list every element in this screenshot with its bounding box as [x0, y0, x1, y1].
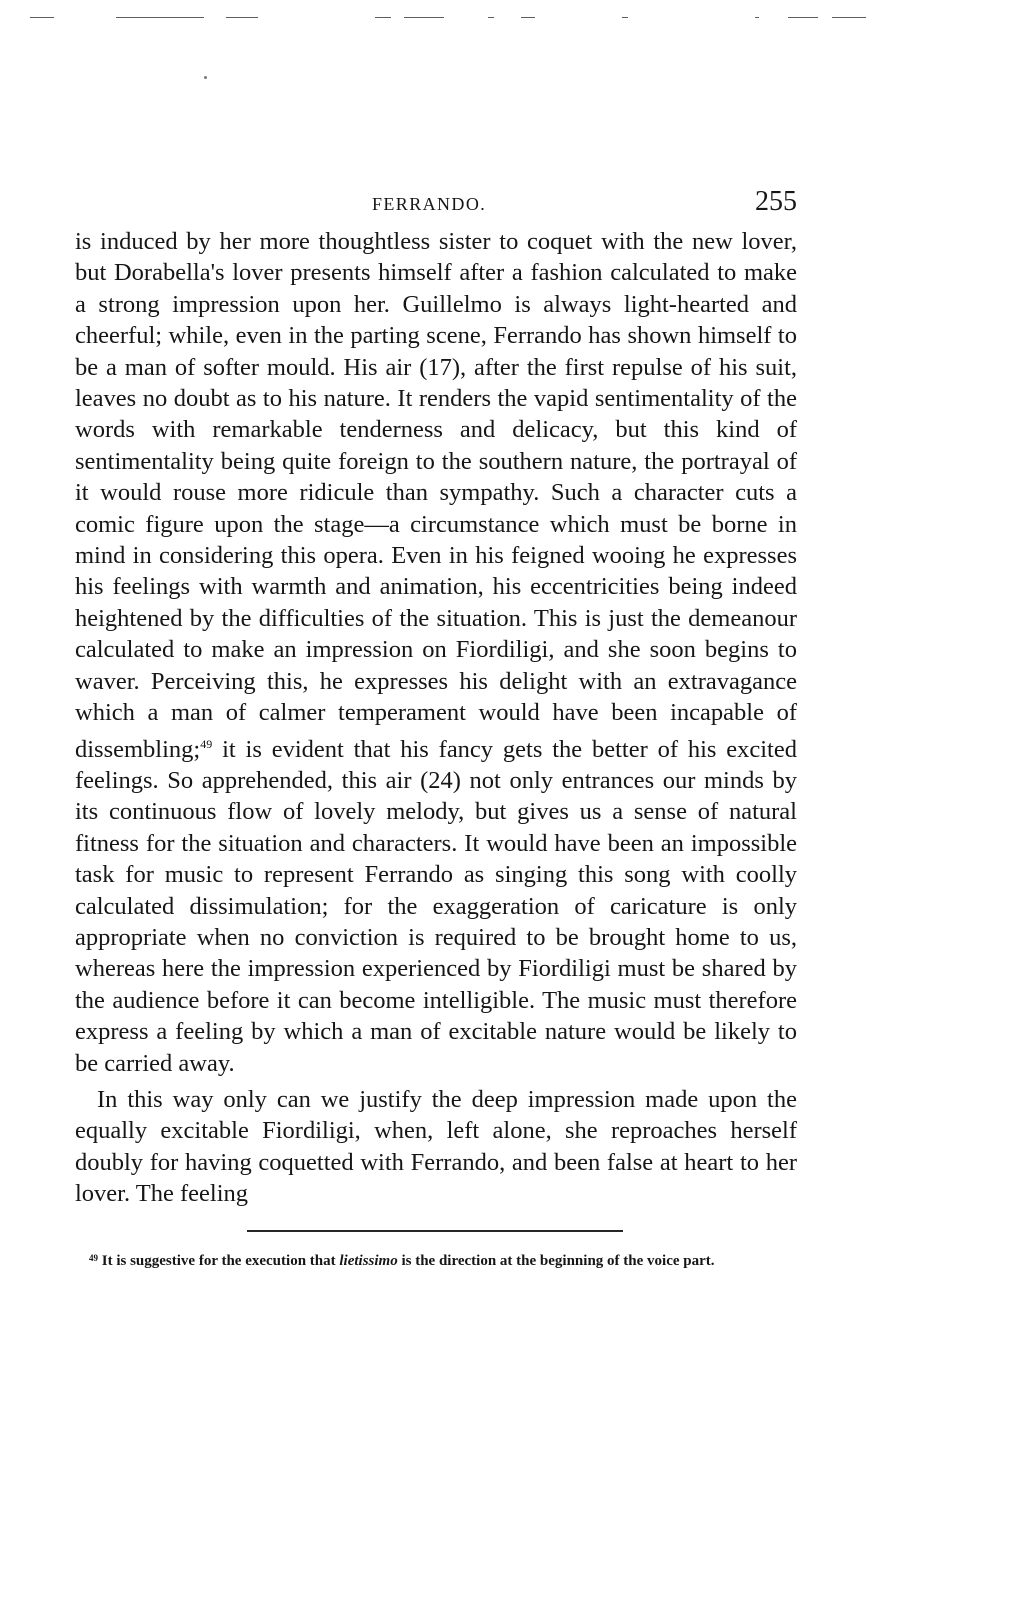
- body-text: [75, 226, 797, 1210]
- running-title: FERRANDO.: [372, 194, 487, 214]
- scan-speck: [204, 76, 207, 79]
- footnote-49: [75, 1248, 797, 1271]
- footnote-italic-term: lietissimo: [339, 1252, 398, 1269]
- paragraph-1-text-start: is induced by her more thoughtless sister to coquet with the new lover, but Dorabella's lover presents himself after a fashion calculated to make a strong impression upon her. Guillelmo is always light-hearted and cheerful; while, even in the parting scene, Ferrando has shown himself to be a man of softer mould. His air (17), after the first repulse of his suit, leaves no doubt as to his nature. It renders the vapid sentimentality of the words with remarkable tenderness and delicacy, but this kind of sentimentality being quite foreign to the southern nature, the portrayal of it would rouse more ridicule than sympathy. Such a character cuts a comic figure upon the stage—a circumstance which must be borne in mind in considering this opera. Even in his feigned wooing he expresses his feelings with warmth and animation, his eccentricities being indeed heightened by the difficulties of the situation. This is just the demeanour calculated to make an impression on Fiordiligi, and she soon begins to waver. Perceiving this, he expresses his delight with an extravagance which a man of calmer temperament would have been incapable of dissembling;: [75, 228, 797, 763]
- running-header: [75, 186, 797, 226]
- footnote-reference-49[interactable]: 49: [200, 736, 213, 751]
- paragraph-2: In this way only can we justify the deep impression made upon the equally excitable Fiordiligi, when, left alone, she reproaches herself doubly for having coquetted with Ferrando, and been false at heart to her lover. The feeling: [75, 1085, 797, 1208]
- paragraph-1-text-end: it is evident that his fancy gets the better of his excited feelings. So apprehended, this air (24) not only entrances our minds by its continuous flow of lovely melody, but gives us a sense of natural fitness for the situation and characters. It would have been an impossible task for music to represent Ferrando as singing this song with coolly calculated dissimulation; for the exaggeration of caricature is only appropriate when no conviction is required to be brought home to us, whereas here the impression experienced by Fiordiligi must be shared by the audience before it can become intelligible. The music must therefore express a feeling by which a man of excitable nature would be likely to be carried away.: [75, 735, 797, 1077]
- footnote-number: 49: [89, 1252, 98, 1263]
- page-number: 255: [755, 186, 797, 217]
- footnote-text-start: It is suggestive for the execution that: [98, 1252, 340, 1269]
- scan-edge-marks: [30, 14, 870, 22]
- book-page: [75, 186, 797, 1286]
- footnote-text-end: is the direction at the beginning of the voice part.: [397, 1252, 715, 1269]
- paragraph-1: [75, 226, 797, 1079]
- footnote-separator: [247, 1230, 623, 1232]
